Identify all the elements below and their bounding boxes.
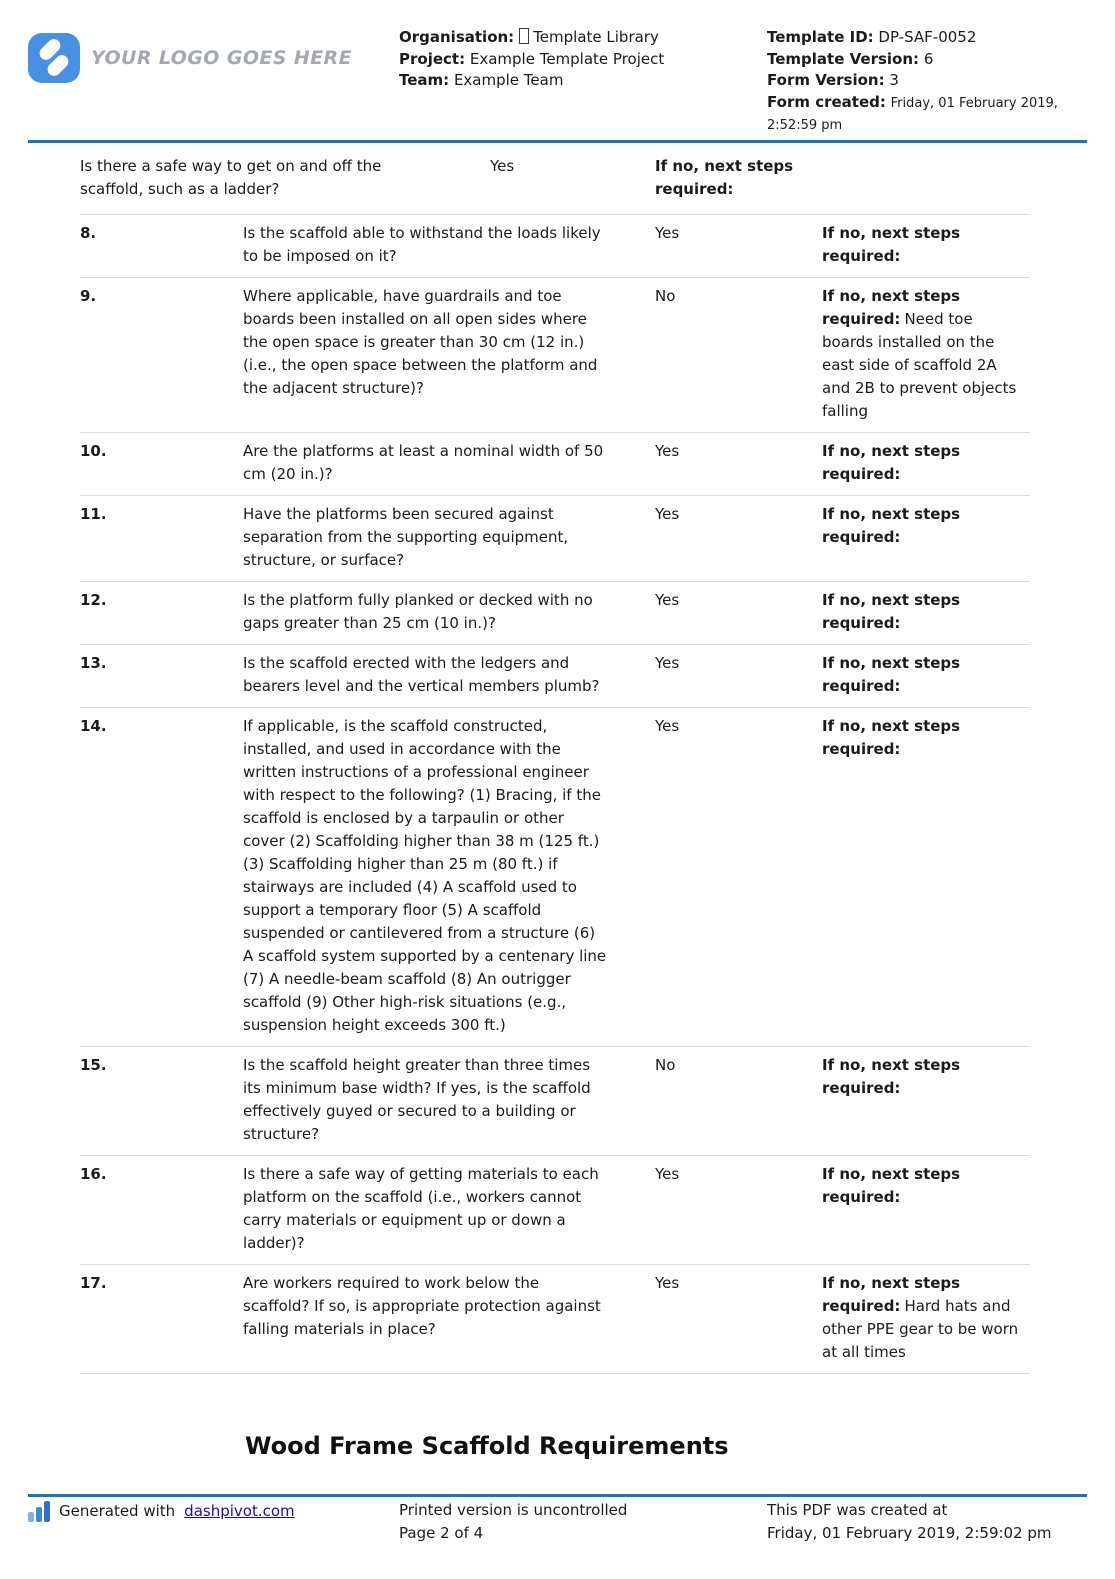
section-title: Wood Frame Scaffold Requirements (245, 1432, 729, 1460)
template-id-line (767, 27, 1090, 49)
table-row (80, 215, 1030, 278)
footer-divider-line (28, 1494, 1087, 1497)
question-text: Is the scaffold erected with the ledgers and bearers level and the vertical members plumb? (243, 654, 600, 695)
table-row (80, 1156, 1030, 1265)
table-row (80, 433, 1030, 496)
table-row (80, 1265, 1030, 1374)
template-version-value: 6 (923, 49, 934, 68)
next-steps-label: If no, next steps required: (822, 1056, 961, 1097)
next-steps-label: If no, next steps required: (822, 224, 961, 265)
next-steps-cell (822, 715, 1030, 1037)
question-text: Is there a safe way of getting materials to each platform on the scaffold (i.e., workers cannot carry materials or equipment up or down a ladder)? (243, 1165, 599, 1252)
table-row-continuation (80, 143, 1030, 215)
question-number: 11. (80, 505, 107, 523)
next-steps-value: Need toe boards installed on the east side of scaffold 2A and 2B to prevent objects falling (822, 310, 1017, 420)
next-steps-cell (822, 652, 1030, 698)
next-steps-label: If no, next steps required: (655, 157, 794, 198)
question-number: 8. (80, 224, 97, 242)
answer-value: Yes (655, 591, 680, 609)
next-steps-label: If no, next steps required: (822, 1165, 961, 1206)
team-value: Example Team (453, 71, 564, 89)
template-version-line (767, 49, 1090, 71)
question-text: Is there a safe way to get on and off the scaffold, such as a ladder? (80, 157, 382, 198)
next-steps-label: If no, next steps required: (822, 1274, 961, 1315)
answer-value: No (655, 287, 676, 305)
table-row (80, 582, 1030, 645)
next-steps-label: If no, next steps required: (822, 654, 961, 695)
footer-printed (399, 1499, 627, 1545)
organisation-block (399, 27, 664, 92)
answer-value: No (655, 1056, 676, 1074)
checklist-rows (80, 215, 1030, 1374)
answer-value: Yes (655, 224, 680, 242)
next-steps-label: If no, next steps required: (822, 717, 961, 758)
form-version-label: Form Version: (767, 71, 885, 89)
question-number: 12. (80, 591, 107, 609)
missing-glyph-icon (519, 28, 529, 44)
table-row (80, 708, 1030, 1047)
team-line (399, 70, 664, 92)
answer-value: Yes (655, 654, 680, 672)
project-line (399, 49, 664, 71)
bar-chart-icon (28, 1500, 50, 1522)
next-steps-cell (822, 222, 1030, 268)
next-steps-value: Hard hats and other PPE gear to be worn at all times (822, 1297, 1019, 1361)
answer-value: Yes (490, 157, 515, 175)
question-number: 17. (80, 1274, 107, 1292)
question-number: 10. (80, 442, 107, 460)
next-steps-cell (822, 589, 1030, 635)
generated-with-text: Generated with (59, 1502, 176, 1520)
team-label: Team: (399, 71, 450, 89)
logo-placeholder-text: YOUR LOGO GOES HERE (91, 47, 352, 69)
template-id-label: Template ID: (767, 28, 874, 46)
footer-generated (28, 1500, 295, 1522)
project-label: Project: (399, 49, 466, 68)
answer-value: Yes (655, 505, 680, 523)
question-text: If applicable, is the scaffold constructed, installed, and used in accordance with the written instructions of a professional engineer with respect to the following? (1) Bracing, if the scaffold is enclosed by a tarpaulin or other cover (2) Scaffolding higher than 38 m (125 ft.) (3) Scaffolding higher than 25 m (80 ft.) if stairways are included (4) A scaffold used to support a temporary floor (5) A scaffold suspended or cantilevered from a structure (6) A scaffold system supported by a centenary line (7) A needle-beam scaffold (8) An outrigger scaffold (9) Other high-risk situations (e.g., suspension height exceeds 300 ft.) (243, 717, 607, 1034)
question-text: Is the scaffold able to withstand the loads likely to be imposed on it? (243, 224, 601, 265)
question-text: Is the platform fully planked or decked with no gaps greater than 25 cm (10 in.)? (243, 591, 593, 632)
form-version-value: 3 (889, 71, 899, 89)
form-version-line (767, 70, 1090, 92)
question-text: Is the scaffold height greater than three times its minimum base width? If yes, is the scaffold effectively guyed or secured to a building or structure? (243, 1056, 591, 1143)
answer-value: Yes (655, 1274, 680, 1292)
organisation-value: Template Library (533, 28, 659, 46)
logo-mark-icon (28, 33, 80, 83)
next-steps-cell (822, 1272, 1030, 1364)
question-text: Have the platforms been secured against separation from the supporting equipment, structure, or surface? (243, 505, 569, 569)
question-number: 14. (80, 717, 107, 735)
organisation-label: Organisation: (399, 28, 515, 46)
table-row (80, 645, 1030, 708)
question-text: Where applicable, have guardrails and toe boards been installed on all open sides where the open space is greater than 30 cm (12 in.) (i.e., the open space between the platform and the adjacent structure)? (243, 287, 598, 397)
template-id-value: DP-SAF-0052 (878, 28, 977, 46)
template-info-block (767, 27, 1090, 137)
next-steps-cell (822, 503, 1030, 572)
page-number-text: Page 2 of 4 (399, 1524, 484, 1542)
question-number: 13. (80, 654, 107, 672)
question-number: 15. (80, 1056, 107, 1074)
organisation-line (399, 27, 664, 49)
next-steps-cell (822, 440, 1030, 486)
checklist-table (80, 143, 1030, 1374)
table-row (80, 1047, 1030, 1156)
table-row (80, 278, 1030, 433)
table-row (80, 496, 1030, 582)
next-steps-label: If no, next steps required: (822, 591, 961, 632)
question-number: 16. (80, 1165, 107, 1183)
pdf-created-text: This PDF was created at (767, 1501, 948, 1519)
next-steps-label: If no, next steps required: (822, 287, 961, 328)
question-number: 9. (80, 287, 97, 305)
next-steps-label: If no, next steps required: (822, 505, 961, 546)
company-logo (28, 33, 352, 83)
form-created-line (767, 92, 1090, 137)
form-created-label: Form created: (767, 92, 886, 111)
answer-value: Yes (655, 442, 680, 460)
project-value: Example Template Project (469, 49, 665, 68)
template-version-label: Template Version: (767, 49, 920, 68)
footer-created (767, 1499, 1052, 1545)
dashpivot-link[interactable]: dashpivot.com (184, 1502, 295, 1520)
answer-value: Yes (655, 717, 680, 735)
next-steps-cell (822, 285, 1030, 423)
next-steps-cell (655, 155, 1030, 201)
form-created-value: Friday, 01 February 2019, 2:52:59 pm (767, 95, 1058, 133)
next-steps-cell (822, 1163, 1030, 1255)
question-text: Are the platforms at least a nominal width of 50 cm (20 in.)? (243, 442, 604, 483)
next-steps-cell (822, 1054, 1030, 1146)
printed-version-text: Printed version is uncontrolled (399, 1501, 628, 1519)
pdf-created-date: Friday, 01 February 2019, 2:59:02 pm (767, 1524, 1052, 1542)
question-text: Are workers required to work below the scaffold? If so, is appropriate protection against falling materials in place? (243, 1274, 601, 1338)
answer-value: Yes (655, 1165, 680, 1183)
next-steps-label: If no, next steps required: (822, 442, 961, 483)
